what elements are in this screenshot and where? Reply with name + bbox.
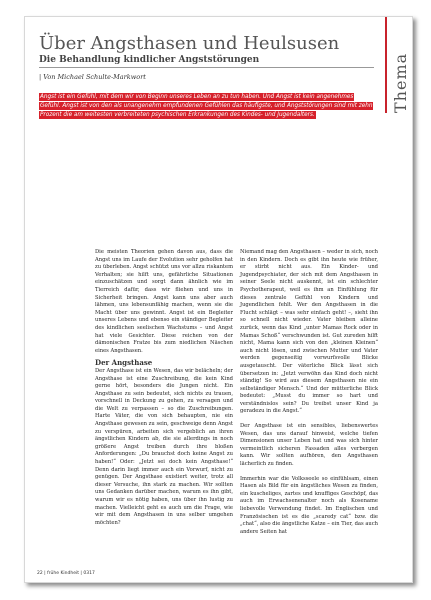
article-title: Über Angsthasen und Heulsusen xyxy=(39,33,340,54)
article-author: | Von Michael Schulte-Markwort xyxy=(39,73,146,81)
body-paragraph: Die meisten Theorien gehen davon aus, dass die Angst uns im Laufe der Evolution sehr geholfen hat zu überleben. Angst schützt uns vor allzu riskantem Verhalten; sie hilft uns, gefährliche Situationen einzuschätzen und sorgt dann ähnlich wie im Tierreich dafür, dass wir fliehen und uns in Sicherheit bringen. Angst kann uns aber auch lähmen, uns lebensunfähig machen, wenn sie die Macht über uns gewinnt. Angst ist ein Begleiter unseres Lebens und ebenso ein ständiger Begleiter des kindlichen seelischen Wachstums – und Angst hat viele Gesichter. Diese reichen von der dämonischen Fratze bis zum niedlichen Näschen eines Angsthasen. xyxy=(95,249,233,354)
section-accent-bar xyxy=(385,17,387,113)
body-column-2 xyxy=(240,249,378,536)
magazine-page xyxy=(24,16,413,583)
article-subtitle: Die Behandlung kindlicher Angststörungen xyxy=(39,55,260,65)
body-paragraph: Der Angsthase ist ein Wesen, das wir belächeln; der Angsthase ist eine Zuschreibung, die kein Kind gerne hört, besonders die Jungen nicht. Ein Angsthase zu sein bedeutet, sich nichts zu trauen, vorschnell in Deckung zu gehen, zu versagen und die Welt zu verpassen – so die Zuschreibungen. Harte Väter, die von sich behaupten, nie ein Angsthase gewesen zu sein, geschweige denn Angst zu verspüren, arbeiten sich vergeblich an ihren ängstlichen Kindern ab, die sie allerdings in noch größere Angst treiben durch ihre bloßen Anforderungen: „Du brauchst doch keine Angst zu haben!“ Oder: „Jetzt sei doch kein Angsthase!“ Denn darin liegt immer auch ein Vorwurf, nicht zu genügen. Der Angsthase existiert weiter, trotz all dieser Versuche, ihn stark zu machen. Wir sollten uns Gedanken darüber machen, warum es ihn gibt, warum wir es nötig haben, uns über ihn lustig zu machen. Vielleicht geht es auch um die Frage, wie wir mit dem Angsthasen in uns selber umgehen möchten? xyxy=(95,367,233,526)
body-paragraph: Niemand mag den Angsthasen – weder in sich, noch in den Kindern. Doch es gibt ihn heute wie früher, er stirbt nicht aus. Ein Kinder- und Jugendpsychiater, der sich mit dem Angsthasen in seiner Seele nicht auskennt, ist ein schlechter Psychotherapeut, weil es ihm an Einfühlung für dieses zentrale Gefühl von Kindern und Jugendlichen fehlt. Wer den Angsthasen in die Flucht schlägt – was sehr einfach geht! –, sieht ihn so schnell nicht wieder. Vater bleiben alleine zurück, wenn das Kind „unter Mamas Rock oder in Mamas Schoß“ verschwunden ist. Gut zureden hilft nicht, Mama kann sich von den „kleinen Kleinen“ auch nicht lösen, und zwischen Mutter und Vater werden gegenseitig vorwurfsvolle Blicke ausgetauscht. Der väterliche Blick lässt sich übersetzen in: „Jetzt verwöhn das Kind doch nicht ständig! So wird aus diesem Angsthasen nie ein selbständiger Mensch.“ Und der mütterliche Blick bedeutet: „Musst du immer so hart und verständnislos sein? Du treibst unser Kind ja geradezu in die Angst.“ xyxy=(240,249,378,415)
body-paragraph: Immerhin war die Volksseele so einfühlsam, einen Hasen als Bild für ein ängstliches Wesen zu finden, ein kuscheliges, zartes und knuffiges Geschöpf, das auch im Erwachsenenalter noch als Kosename liebevolle Verwendung findet. Im Englischen und Französischen ist es die „scaredy cat“ bzw. die „chat“, also die ängstliche Katze – ein Tier, das auch andere Seiten hat xyxy=(240,475,378,535)
body-column-1 xyxy=(95,249,233,527)
intro-text: Angst ist ein Gefühl, mit dem wir von Beginn unseres Leben an zu tun haben. Und Angst ist kein angenehmes Gefühl. Angst ist von den als unangenehm empfundenen Gefühlen das häufigste, und Angststörungen sind mit zehn Prozent die am weitesten verbreiteten psychischen Erkrankungen des Kindes- und Jugendalters. xyxy=(40,94,373,119)
title-divider xyxy=(39,67,374,68)
intro-teaser xyxy=(39,93,373,121)
page-footer: 22 | frühe Kindheit | 0317 xyxy=(37,571,95,576)
body-paragraph: Der Angsthase ist ein sensibles, liebenswertes Wesen, das uns darauf hinweist, welche tiefen Dimensionen unser Leben hat und was sich hinter vermeintlich sicheren Fassaden alles verbergen kann. Wir sollten aufhören, den Angsthasen lächerlich zu finden. xyxy=(240,423,378,468)
section-label: Thema xyxy=(391,52,410,113)
section-heading: Der Angsthase xyxy=(95,358,153,368)
